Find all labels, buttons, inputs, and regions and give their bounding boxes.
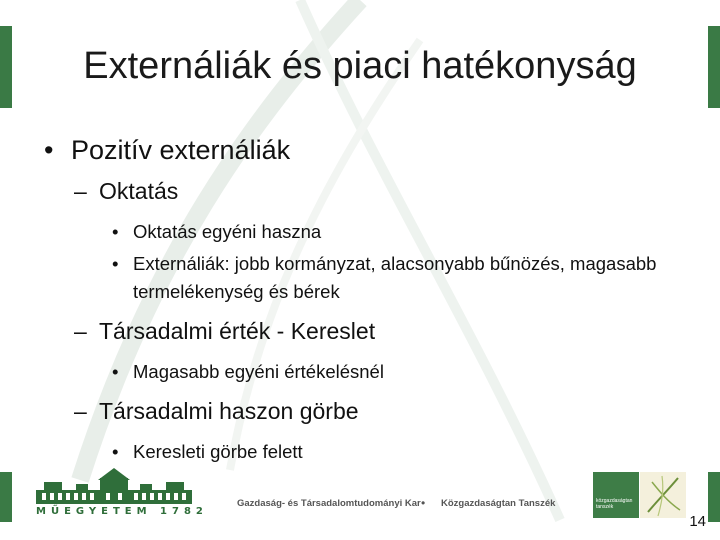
bullet-marker: • (112, 441, 119, 462)
faculty-name: Gazdaság- és Társadalomtudományi Kar (237, 498, 421, 509)
bullet-level3 (44, 250, 684, 306)
footer-right-bar (708, 472, 720, 522)
bullet-marker: • (112, 253, 119, 274)
slide-title: Externáliák és piaci hatékonyság (83, 45, 637, 87)
bullet-text: Keresleti görbe felett (133, 441, 303, 462)
logo-caption: MŰEGYETEM 1782 (36, 506, 208, 517)
bullet-marker: • (112, 361, 119, 382)
bullet-text: Oktatás egyéni haszna (133, 221, 322, 242)
department-badge (593, 472, 639, 518)
footer-separator: • (421, 496, 426, 510)
dash-marker: – (74, 398, 87, 424)
bullet-level2 (44, 396, 684, 426)
bullet-text: Externáliák: jobb kormányzat, alacsonyabb bűnözés, magasabb termelékenység és bérek (133, 253, 657, 302)
leaf-logo (640, 472, 686, 518)
department-name: Közgazdaságtan Tanszék (441, 498, 556, 509)
leaf-icon (640, 472, 686, 518)
bullet-text: Pozitív externáliák (71, 135, 291, 165)
bullet-level1 (44, 132, 684, 168)
footer-left-bar (0, 472, 12, 522)
badge-text: közgazdaságtan tanszék (596, 498, 633, 510)
bullet-text: Magasabb egyéni értékelésnél (133, 361, 384, 382)
bullet-level2 (44, 316, 684, 346)
dash-marker: – (74, 318, 87, 344)
bullet-text: Társadalmi érték - Kereslet (99, 318, 376, 344)
bullet-level3 (44, 218, 684, 246)
bullet-level3 (44, 358, 684, 386)
slide-content (44, 132, 684, 470)
bullet-marker: • (112, 221, 119, 242)
dash-marker: – (74, 178, 87, 204)
bullet-text: Oktatás (99, 178, 179, 204)
bullet-marker: • (44, 135, 54, 165)
bullet-level2 (44, 176, 684, 206)
page-number: 14 (689, 513, 706, 530)
bullet-text: Társadalmi haszon görbe (99, 398, 359, 424)
